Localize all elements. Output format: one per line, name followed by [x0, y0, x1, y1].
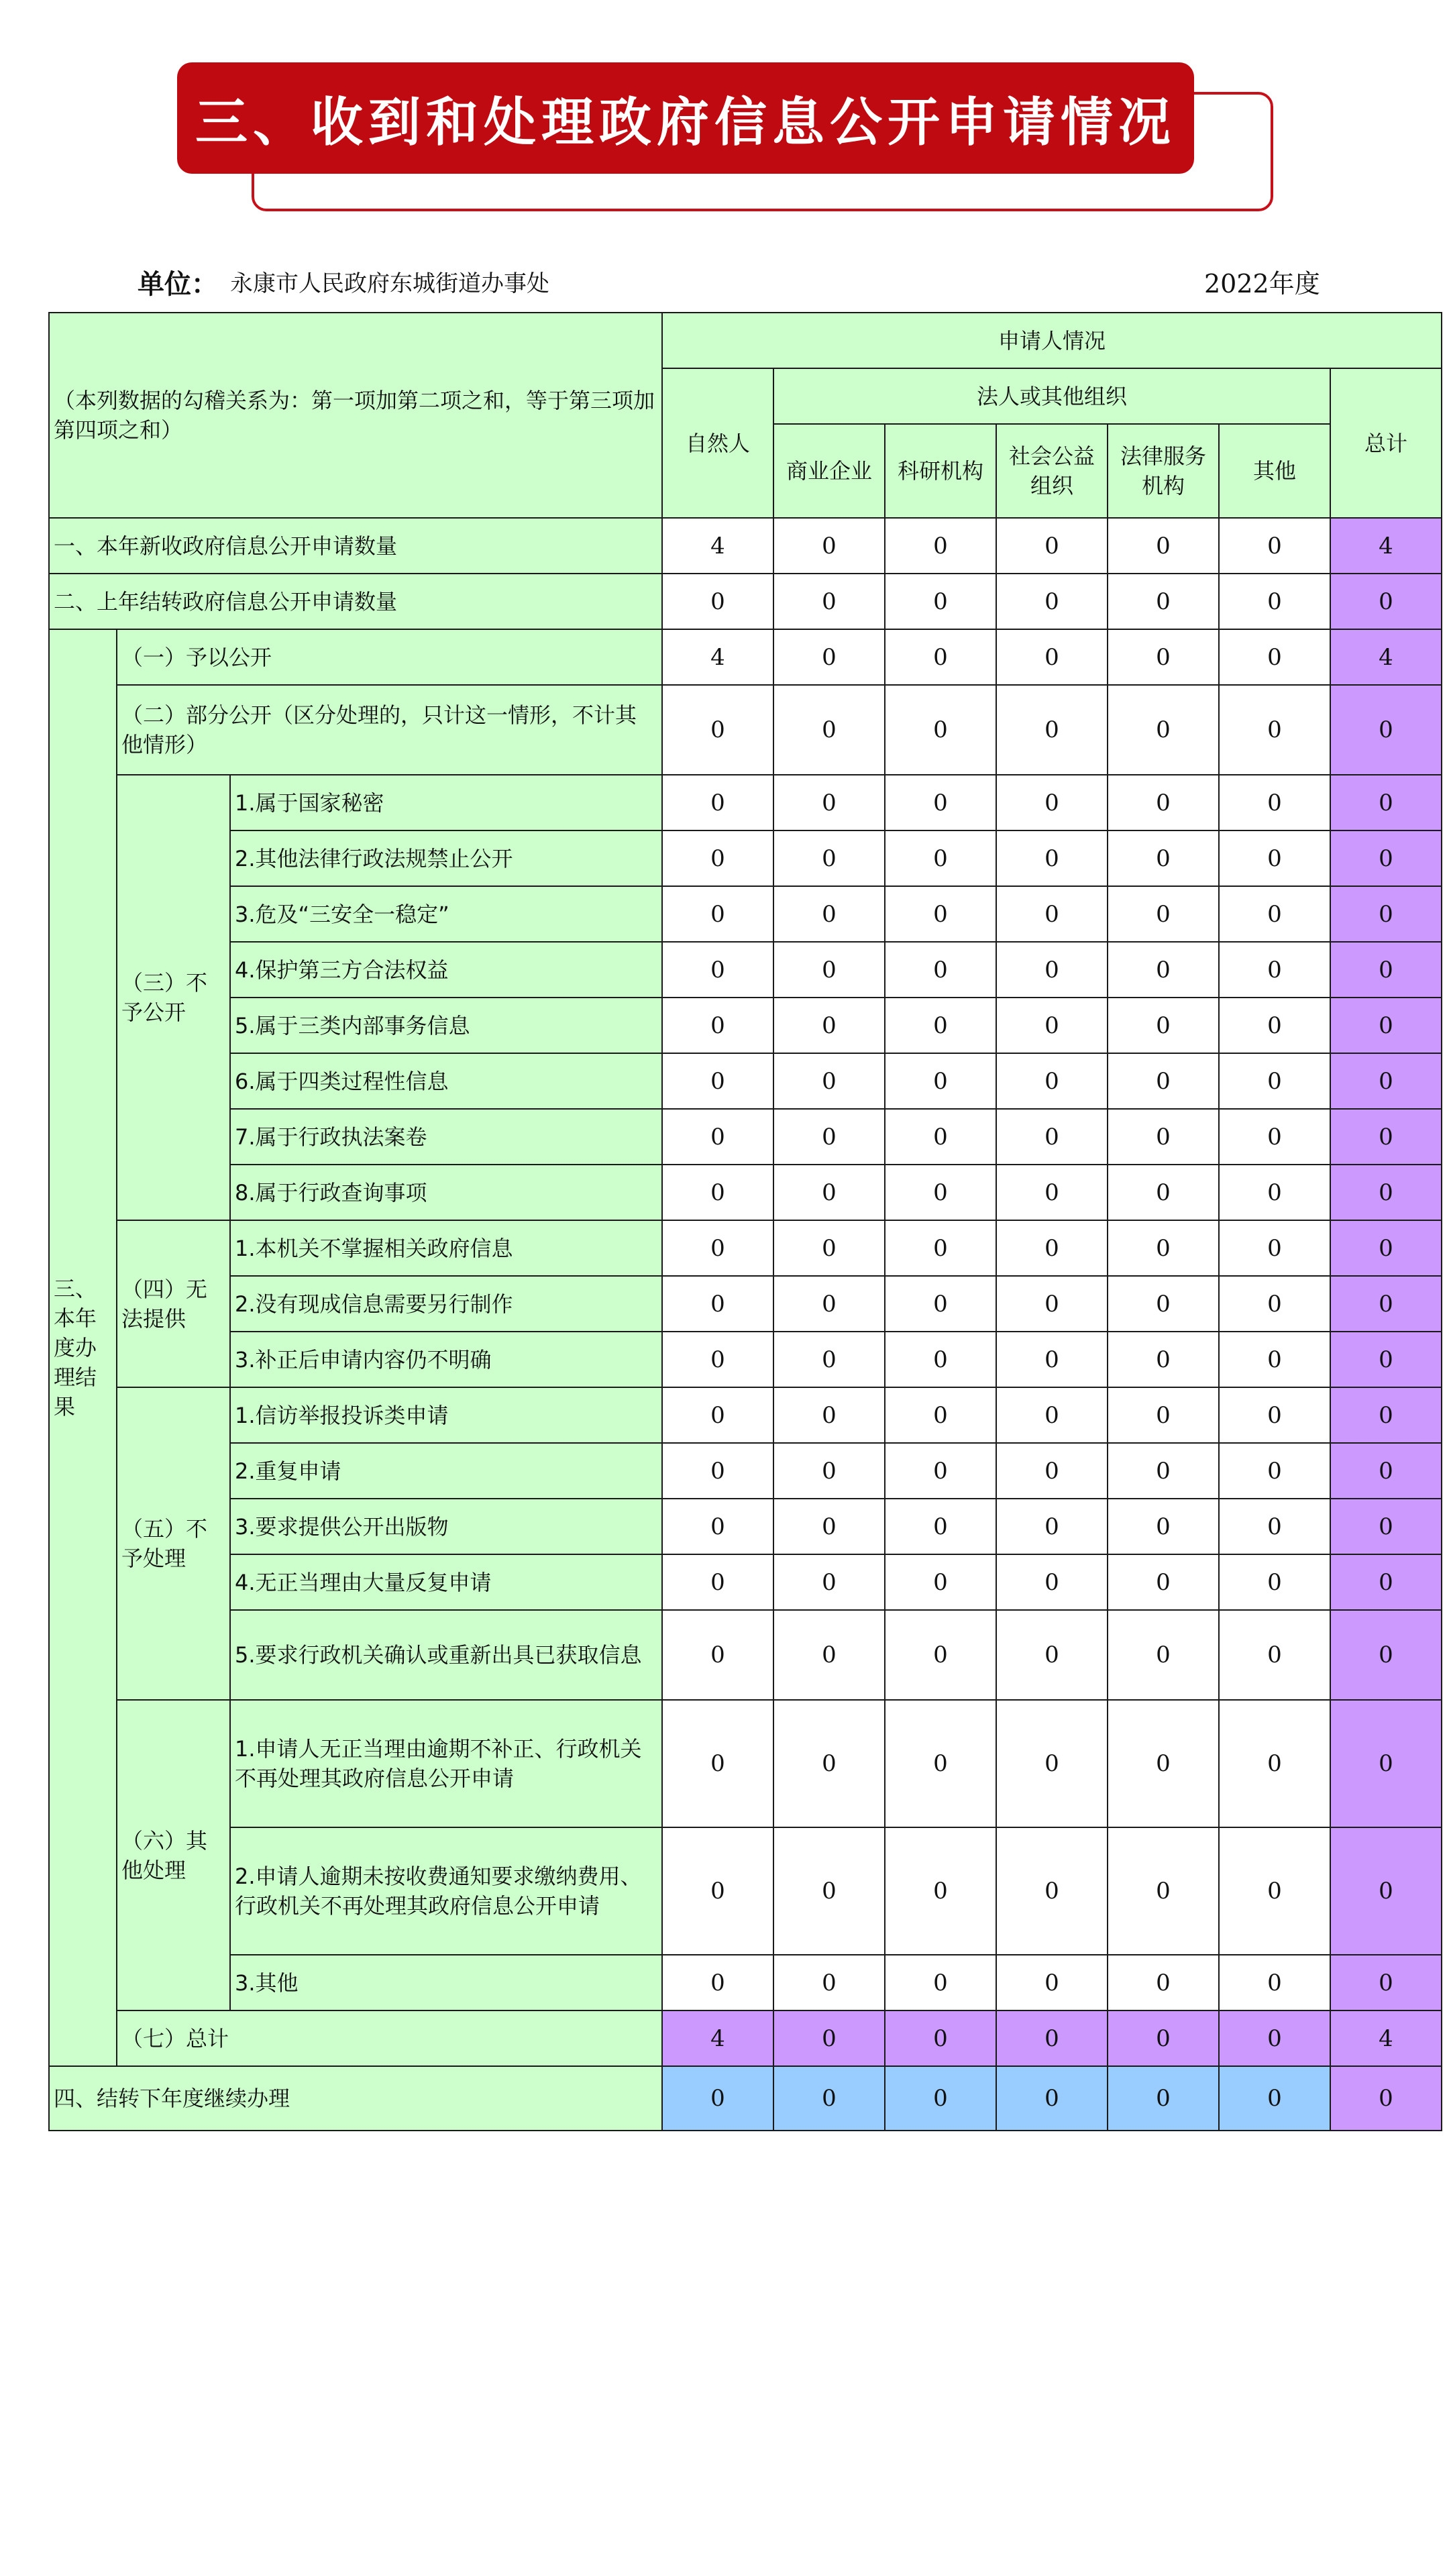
value-cell: 0 — [885, 518, 996, 574]
value-cell: 0 — [885, 942, 996, 998]
subgroup-label: （四）无法提供 — [117, 1220, 230, 1387]
value-cell: 0 — [996, 775, 1108, 830]
value-total-cell: 4 — [1330, 2010, 1442, 2066]
header-public-welfare: 社会公益组织 — [996, 424, 1108, 518]
value-cell: 0 — [1108, 1499, 1219, 1554]
value-cell: 0 — [996, 1276, 1108, 1332]
header-legal-org: 法人或其他组织 — [773, 368, 1330, 424]
value-cell: 0 — [1219, 830, 1330, 886]
header-total: 总计 — [1330, 368, 1442, 518]
item-label: 6.属于四类过程性信息 — [230, 1053, 662, 1109]
header-note: （本列数据的勾稽关系为：第一项加第二项之和，等于第三项加第四项之和） — [54, 388, 655, 443]
value-cell: 0 — [996, 2066, 1108, 2131]
value-cell: 0 — [885, 1276, 996, 1332]
value-cell: 0 — [773, 998, 885, 1053]
value-cell: 0 — [1219, 1554, 1330, 1610]
table-row — [49, 942, 1442, 998]
value-cell: 0 — [662, 2066, 773, 2131]
value-cell: 0 — [996, 1700, 1108, 1827]
item-label: 4.无正当理由大量反复申请 — [230, 1554, 662, 1610]
value-cell: 0 — [885, 1700, 996, 1827]
value-cell: 0 — [996, 1827, 1108, 1955]
value-total-cell: 0 — [1330, 1827, 1442, 1955]
table-row — [49, 886, 1442, 942]
item-label: 7.属于行政执法案卷 — [230, 1109, 662, 1165]
value-total-cell: 0 — [1330, 2066, 1442, 2131]
item-label: 3.其他 — [230, 1955, 662, 2010]
value-cell: 0 — [996, 1220, 1108, 1276]
value-total-cell: 0 — [1330, 1443, 1442, 1499]
table-row — [49, 1610, 1442, 1700]
table-row — [49, 574, 1442, 629]
value-cell: 0 — [1219, 998, 1330, 1053]
value-cell: 0 — [885, 1332, 996, 1387]
item-label: 2.没有现成信息需要另行制作 — [230, 1276, 662, 1332]
value-total-cell: 0 — [1330, 886, 1442, 942]
value-cell: 0 — [662, 1053, 773, 1109]
value-cell: 0 — [1108, 518, 1219, 574]
value-cell: 0 — [1219, 1827, 1330, 1955]
value-cell: 0 — [996, 2010, 1108, 2066]
value-cell: 0 — [885, 685, 996, 775]
value-cell: 0 — [1108, 1700, 1219, 1827]
value-cell: 0 — [773, 1700, 885, 1827]
value-cell: 0 — [1219, 629, 1330, 685]
value-cell: 0 — [996, 886, 1108, 942]
value-cell: 0 — [1108, 830, 1219, 886]
row-label: （二）部分公开（区分处理的，只计这一情形，不计其他情形） — [117, 685, 662, 775]
value-total-cell: 0 — [1330, 1499, 1442, 1554]
header-note-cell — [49, 313, 662, 518]
value-cell: 0 — [885, 1554, 996, 1610]
value-cell: 0 — [773, 775, 885, 830]
value-cell: 0 — [773, 685, 885, 775]
value-cell: 0 — [996, 1443, 1108, 1499]
value-cell: 0 — [996, 1955, 1108, 2010]
value-cell: 0 — [773, 518, 885, 574]
table-row — [49, 1276, 1442, 1332]
value-cell: 0 — [996, 574, 1108, 629]
unit-label: 单位： — [138, 269, 218, 300]
item-label: 1.属于国家秘密 — [230, 775, 662, 830]
value-cell: 0 — [1219, 685, 1330, 775]
value-cell: 0 — [885, 830, 996, 886]
table-row — [49, 998, 1442, 1053]
value-cell: 0 — [1108, 942, 1219, 998]
value-cell: 0 — [773, 1827, 885, 1955]
value-cell: 0 — [662, 1955, 773, 2010]
value-cell: 0 — [662, 685, 773, 775]
item-label: 8.属于行政查询事项 — [230, 1165, 662, 1220]
subgroup-label: （六）其他处理 — [117, 1700, 230, 2010]
value-cell: 0 — [885, 1109, 996, 1165]
value-cell: 0 — [1219, 1109, 1330, 1165]
value-total-cell: 0 — [1330, 1955, 1442, 2010]
value-total-cell: 0 — [1330, 1554, 1442, 1610]
value-cell: 0 — [996, 998, 1108, 1053]
value-cell: 0 — [996, 1332, 1108, 1387]
value-cell: 0 — [662, 1165, 773, 1220]
table-row — [49, 1827, 1442, 1955]
value-total-cell: 0 — [1330, 1610, 1442, 1700]
value-cell: 0 — [773, 1554, 885, 1610]
table-row — [49, 518, 1442, 574]
value-total-cell: 0 — [1330, 1700, 1442, 1827]
value-cell: 0 — [996, 1053, 1108, 1109]
value-cell: 0 — [885, 1387, 996, 1443]
value-cell: 4 — [662, 518, 773, 574]
value-cell: 0 — [662, 1700, 773, 1827]
value-total-cell: 0 — [1330, 1332, 1442, 1387]
value-cell: 0 — [662, 1276, 773, 1332]
value-total-cell: 0 — [1330, 574, 1442, 629]
value-cell: 0 — [662, 1443, 773, 1499]
value-cell: 0 — [1108, 1332, 1219, 1387]
subgroup-label: （三）不予公开 — [117, 775, 230, 1220]
value-cell: 0 — [773, 1610, 885, 1700]
value-cell: 0 — [996, 942, 1108, 998]
table-row — [49, 1332, 1442, 1387]
value-cell: 0 — [1108, 2010, 1219, 2066]
value-cell: 0 — [885, 998, 996, 1053]
value-total-cell: 0 — [1330, 1220, 1442, 1276]
table-row — [49, 830, 1442, 886]
value-cell: 0 — [996, 1109, 1108, 1165]
subgroup-label: （五）不予处理 — [117, 1387, 230, 1700]
value-total-cell: 0 — [1330, 775, 1442, 830]
row-label: （七）总计 — [117, 2010, 662, 2066]
value-cell: 0 — [996, 685, 1108, 775]
value-cell: 0 — [662, 1109, 773, 1165]
value-total-cell: 0 — [1330, 1387, 1442, 1443]
table-row — [49, 1700, 1442, 1827]
value-cell: 0 — [885, 775, 996, 830]
table-row — [49, 1109, 1442, 1165]
value-total-cell: 0 — [1330, 942, 1442, 998]
item-label: 1.信访举报投诉类申请 — [230, 1387, 662, 1443]
value-total-cell: 0 — [1330, 1276, 1442, 1332]
value-cell: 0 — [1108, 1165, 1219, 1220]
value-cell: 0 — [662, 1332, 773, 1387]
value-cell: 0 — [662, 1827, 773, 1955]
table-row — [49, 2066, 1442, 2131]
table-row — [49, 1499, 1442, 1554]
value-cell: 0 — [662, 1499, 773, 1554]
value-cell: 0 — [662, 1220, 773, 1276]
value-cell: 0 — [1219, 1387, 1330, 1443]
value-cell: 0 — [996, 1554, 1108, 1610]
value-cell: 0 — [1219, 1700, 1330, 1827]
item-label: 2.重复申请 — [230, 1443, 662, 1499]
header-natural-person: 自然人 — [662, 368, 773, 518]
value-cell: 0 — [996, 830, 1108, 886]
value-cell: 0 — [773, 1955, 885, 2010]
item-label: 3.补正后申请内容仍不明确 — [230, 1332, 662, 1387]
item-label: 1.申请人无正当理由逾期不补正、行政机关不再处理其政府信息公开申请 — [230, 1700, 662, 1827]
value-cell: 0 — [1108, 998, 1219, 1053]
value-cell: 0 — [773, 1332, 885, 1387]
value-cell: 0 — [1108, 2066, 1219, 2131]
value-cell: 0 — [1219, 942, 1330, 998]
value-cell: 0 — [773, 1387, 885, 1443]
table-row — [49, 775, 1442, 830]
value-cell: 0 — [1219, 2066, 1330, 2131]
value-cell: 0 — [773, 2010, 885, 2066]
value-cell: 0 — [885, 1443, 996, 1499]
value-cell: 0 — [1219, 1276, 1330, 1332]
table-row — [49, 1165, 1442, 1220]
value-cell: 0 — [885, 1053, 996, 1109]
value-cell: 0 — [1219, 1499, 1330, 1554]
value-cell: 0 — [662, 1610, 773, 1700]
value-cell: 0 — [1108, 886, 1219, 942]
value-cell: 0 — [1219, 518, 1330, 574]
value-cell: 0 — [1108, 1610, 1219, 1700]
value-cell: 0 — [662, 574, 773, 629]
value-cell: 0 — [1108, 1220, 1219, 1276]
value-cell: 0 — [1219, 1332, 1330, 1387]
value-cell: 4 — [662, 2010, 773, 2066]
item-label: 2.其他法律行政法规禁止公开 — [230, 830, 662, 886]
value-total-cell: 0 — [1330, 998, 1442, 1053]
value-cell: 0 — [885, 1827, 996, 1955]
header-legal-service: 法律服务机构 — [1108, 424, 1219, 518]
table-row — [49, 2010, 1442, 2066]
value-cell: 0 — [662, 1554, 773, 1610]
value-cell: 0 — [773, 1276, 885, 1332]
value-cell: 0 — [1108, 1827, 1219, 1955]
value-cell: 0 — [662, 775, 773, 830]
value-cell: 0 — [1219, 1610, 1330, 1700]
value-cell: 0 — [773, 574, 885, 629]
table-row — [49, 1053, 1442, 1109]
value-cell: 0 — [885, 1610, 996, 1700]
table-row — [49, 1387, 1442, 1443]
value-cell: 0 — [1219, 1955, 1330, 2010]
value-total-cell: 4 — [1330, 518, 1442, 574]
value-total-cell: 4 — [1330, 629, 1442, 685]
item-label: 3.危及“三安全一稳定” — [230, 886, 662, 942]
value-cell: 0 — [773, 942, 885, 998]
item-label: 1.本机关不掌握相关政府信息 — [230, 1220, 662, 1276]
value-cell: 0 — [1108, 775, 1219, 830]
value-cell: 0 — [773, 1443, 885, 1499]
value-cell: 0 — [1219, 1165, 1330, 1220]
value-cell: 0 — [885, 886, 996, 942]
result-group-label: 三、本年度办理结果 — [49, 629, 117, 2066]
value-cell: 0 — [1219, 886, 1330, 942]
value-total-cell: 0 — [1330, 685, 1442, 775]
header-other: 其他 — [1219, 424, 1330, 518]
value-total-cell: 0 — [1330, 1165, 1442, 1220]
value-cell: 0 — [662, 886, 773, 942]
value-cell: 0 — [1219, 2010, 1330, 2066]
header-business: 商业企业 — [773, 424, 885, 518]
table-row — [49, 685, 1442, 775]
value-cell: 0 — [1108, 629, 1219, 685]
value-cell: 0 — [996, 1499, 1108, 1554]
value-cell: 0 — [996, 1387, 1108, 1443]
value-cell: 0 — [662, 1387, 773, 1443]
value-cell: 0 — [1219, 775, 1330, 830]
value-cell: 0 — [1108, 1109, 1219, 1165]
value-cell: 0 — [885, 574, 996, 629]
item-label: 3.要求提供公开出版物 — [230, 1499, 662, 1554]
value-cell: 0 — [773, 1220, 885, 1276]
value-cell: 0 — [773, 1165, 885, 1220]
value-cell: 0 — [1108, 1443, 1219, 1499]
value-cell: 0 — [1219, 1053, 1330, 1109]
value-cell: 0 — [885, 1165, 996, 1220]
value-cell: 0 — [1219, 1443, 1330, 1499]
value-cell: 0 — [996, 1165, 1108, 1220]
value-cell: 0 — [773, 1109, 885, 1165]
value-cell: 0 — [885, 1955, 996, 2010]
value-cell: 0 — [996, 1610, 1108, 1700]
value-cell: 0 — [996, 518, 1108, 574]
value-cell: 0 — [1108, 1387, 1219, 1443]
value-cell: 0 — [1108, 574, 1219, 629]
table-row — [49, 1220, 1442, 1276]
value-cell: 0 — [885, 2010, 996, 2066]
item-label: 2.申请人逾期未按收费通知要求缴纳费用、行政机关不再处理其政府信息公开申请 — [230, 1827, 662, 1955]
value-cell: 0 — [662, 998, 773, 1053]
value-cell: 0 — [1108, 685, 1219, 775]
value-cell: 0 — [773, 830, 885, 886]
value-cell: 0 — [996, 629, 1108, 685]
disclosure-table — [48, 312, 1442, 2131]
value-cell: 0 — [885, 629, 996, 685]
table-row — [49, 1955, 1442, 2010]
value-cell: 0 — [885, 1220, 996, 1276]
header-research: 科研机构 — [885, 424, 996, 518]
value-cell: 0 — [885, 2066, 996, 2131]
value-cell: 0 — [773, 1053, 885, 1109]
row-label: 四、结转下年度继续办理 — [49, 2066, 662, 2131]
value-cell: 4 — [662, 629, 773, 685]
header-applicant: 申请人情况 — [662, 313, 1442, 368]
value-cell: 0 — [1108, 1276, 1219, 1332]
value-cell: 0 — [1108, 1955, 1219, 2010]
row-label: 二、上年结转政府信息公开申请数量 — [49, 574, 662, 629]
value-total-cell: 0 — [1330, 1053, 1442, 1109]
value-cell: 0 — [1108, 1053, 1219, 1109]
value-total-cell: 0 — [1330, 1109, 1442, 1165]
unit-value: 永康市人民政府东城街道办事处 — [230, 270, 549, 297]
report-year: 2022年度 — [1204, 269, 1320, 299]
row-label: （一）予以公开 — [117, 629, 662, 685]
value-cell: 0 — [773, 1499, 885, 1554]
value-cell: 0 — [773, 629, 885, 685]
page-title: 三、收到和处理政府信息公开申请情况 — [195, 93, 1176, 153]
value-cell: 0 — [1108, 1554, 1219, 1610]
item-label: 5.属于三类内部事务信息 — [230, 998, 662, 1053]
row-label: 一、本年新收政府信息公开申请数量 — [49, 518, 662, 574]
table-row — [49, 1554, 1442, 1610]
value-cell: 0 — [885, 1499, 996, 1554]
item-label: 4.保护第三方合法权益 — [230, 942, 662, 998]
table-row — [49, 629, 1442, 685]
value-cell: 0 — [662, 830, 773, 886]
title-banner — [177, 62, 1194, 174]
item-label: 5.要求行政机关确认或重新出具已获取信息 — [230, 1610, 662, 1700]
table-row — [49, 1443, 1442, 1499]
value-cell: 0 — [1219, 574, 1330, 629]
value-cell: 0 — [1219, 1220, 1330, 1276]
value-total-cell: 0 — [1330, 830, 1442, 886]
value-cell: 0 — [773, 886, 885, 942]
value-cell: 0 — [773, 2066, 885, 2131]
value-cell: 0 — [662, 942, 773, 998]
